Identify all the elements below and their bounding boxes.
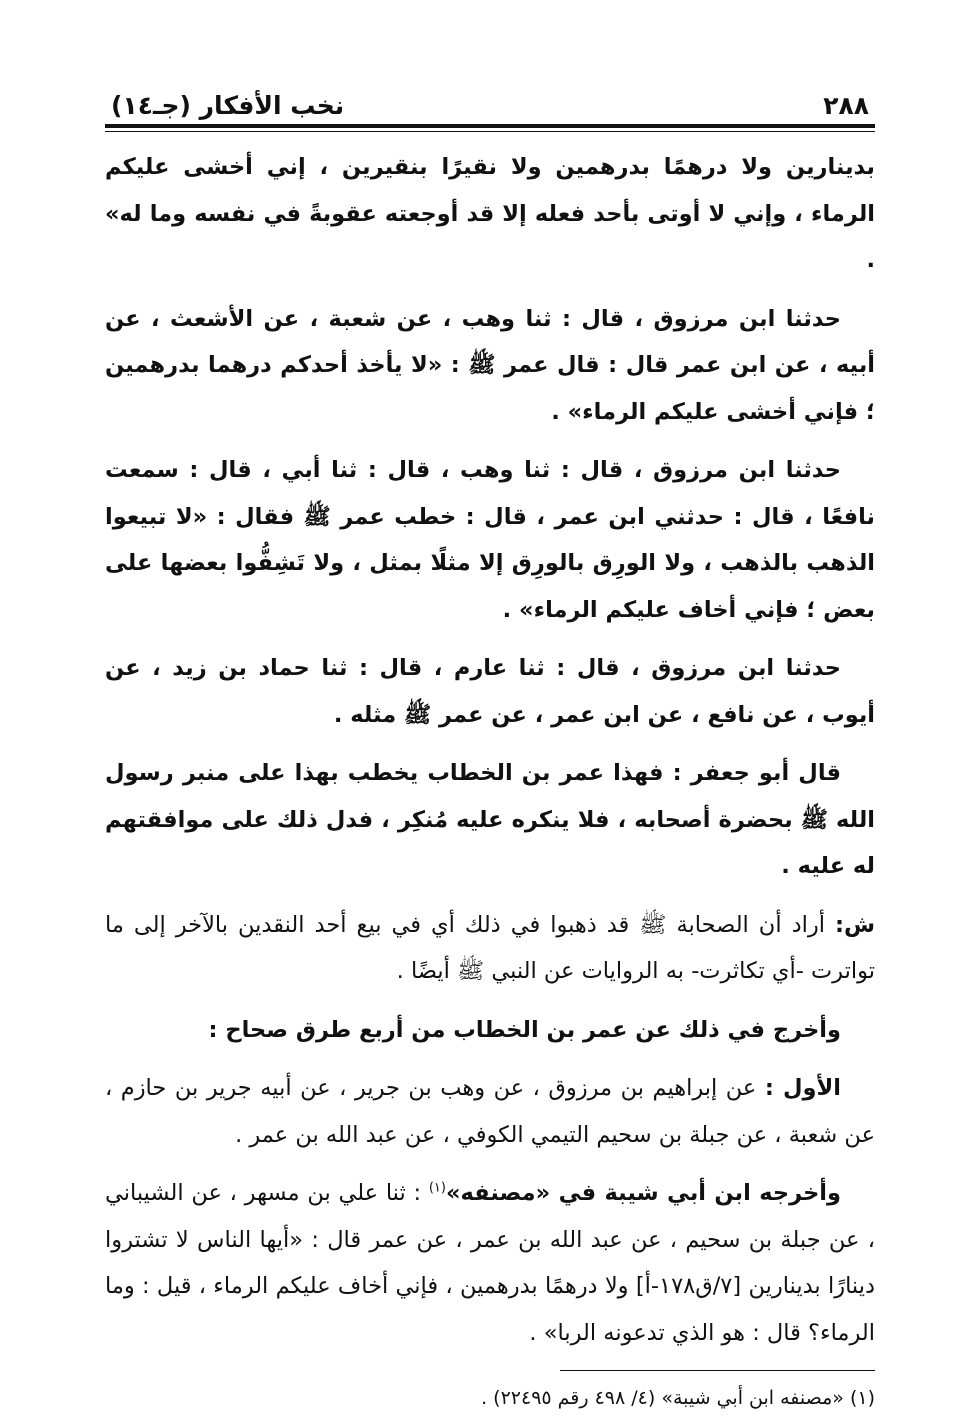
body-text — [105, 144, 875, 1356]
paragraph-9-lead: وأخرجه ابن أبي شيبة في «مصنفه» — [445, 1180, 842, 1206]
page — [105, 80, 875, 1415]
footnote: (١) «مصنفه ابن أبي شيبة» (٤/ ٤٩٨ رقم ٢٢٤٩٥) . — [481, 1387, 875, 1409]
paragraph-9 — [105, 1170, 875, 1356]
paragraph-6 — [105, 902, 875, 995]
paragraph-8-text: عن إبراهيم بن مرزوق ، عن وهب بن جرير ، عن أبيه جرير بن حازم ، عن شعبة ، عن جبلة بن سحيم التيمي الكوفي ، عن عبد الله بن عمر . — [105, 1075, 875, 1148]
paragraph-4: حدثنا ابن مرزوق ، قال : ثنا عارم ، قال : ثنا حماد بن زيد ، عن أيوب ، عن نافع ، عن ابن عمر ، عن عمر ﷺ مثله . — [105, 655, 875, 728]
page-number: ٢٨٨ — [823, 91, 869, 120]
paragraph-3: حدثنا ابن مرزوق ، قال : ثنا وهب ، قال : ثنا أبي ، قال : سمعت نافعًا ، قال : حدثني ابن عمر ، قال : خطب عمر ﷺ فقال : «لا تبيعوا الذهب بالذهب ، ولا الورِق بالورِق إلا مثلًا بمثل ، ولا تَشِفُّوا بعضها على بعض ؛ فإني أخاف عليكم الرماء» . — [105, 457, 875, 623]
footnote-reference: (١) — [428, 1180, 446, 1196]
paragraph-8-lead: الأول : — [764, 1075, 841, 1101]
paragraph-5: قال أبو جعفر : فهذا عمر بن الخطاب يخطب بهذا على منبر رسول الله ﷺ بحضرة أصحابه ، فلا ينكره عليه مُنكِر ، فدل ذلك على موافقتهم له عليه . — [105, 760, 875, 879]
paragraph-9-text: : ثنا علي بن مسهر ، عن الشيباني ، عن جبلة بن سحيم ، عن عبد الله بن عمر ، عن عمر قال : «أيها الناس لا تشتروا دينارًا بدينارين [٧/ق١٧٨-أ] ولا درهمًا بدرهمين ، فإني أخاف عليكم الرماء ، قيل : وما الرماء؟ قال : هو الذي تدعونه الربا» . — [105, 1180, 875, 1346]
header-rule — [105, 124, 875, 132]
footnote-rule — [560, 1370, 875, 1371]
paragraph-1: بدينارين ولا درهمًا بدرهمين ولا نقيرًا بنقيرين ، إني أخشى عليكم الرماء ، وإني لا أوتى بأحد فعله إلا قد أوجعته عقوبةً في نفسه وما له» . — [105, 154, 875, 273]
running-title: نخب الأفكار (جـ١٤) — [111, 91, 345, 120]
paragraph-6-lead: ش: — [834, 911, 875, 938]
paragraph-2: حدثنا ابن مرزوق ، قال : ثنا وهب ، عن شعبة ، عن الأشعث ، عن أبيه ، عن ابن عمر قال : قال عمر ﷺ : «لا يأخذ أحدكم درهما بدرهمين ؛ فإني أخشى عليكم الرماء» . — [105, 305, 875, 425]
paragraph-6-text: أراد أن الصحابة ﷺ قد ذهبوا في ذلك أي في بيع أحد النقدين بالآخر إلى ما تواترت -أي تكاثرت- به الروايات عن النبي ﷺ أيضًا . — [105, 911, 875, 984]
paragraph-8 — [105, 1065, 875, 1158]
section-heading: وأخرج في ذلك عن عمر بن الخطاب من أربع طرق صحاح : — [208, 1016, 841, 1043]
page-header — [105, 80, 875, 120]
